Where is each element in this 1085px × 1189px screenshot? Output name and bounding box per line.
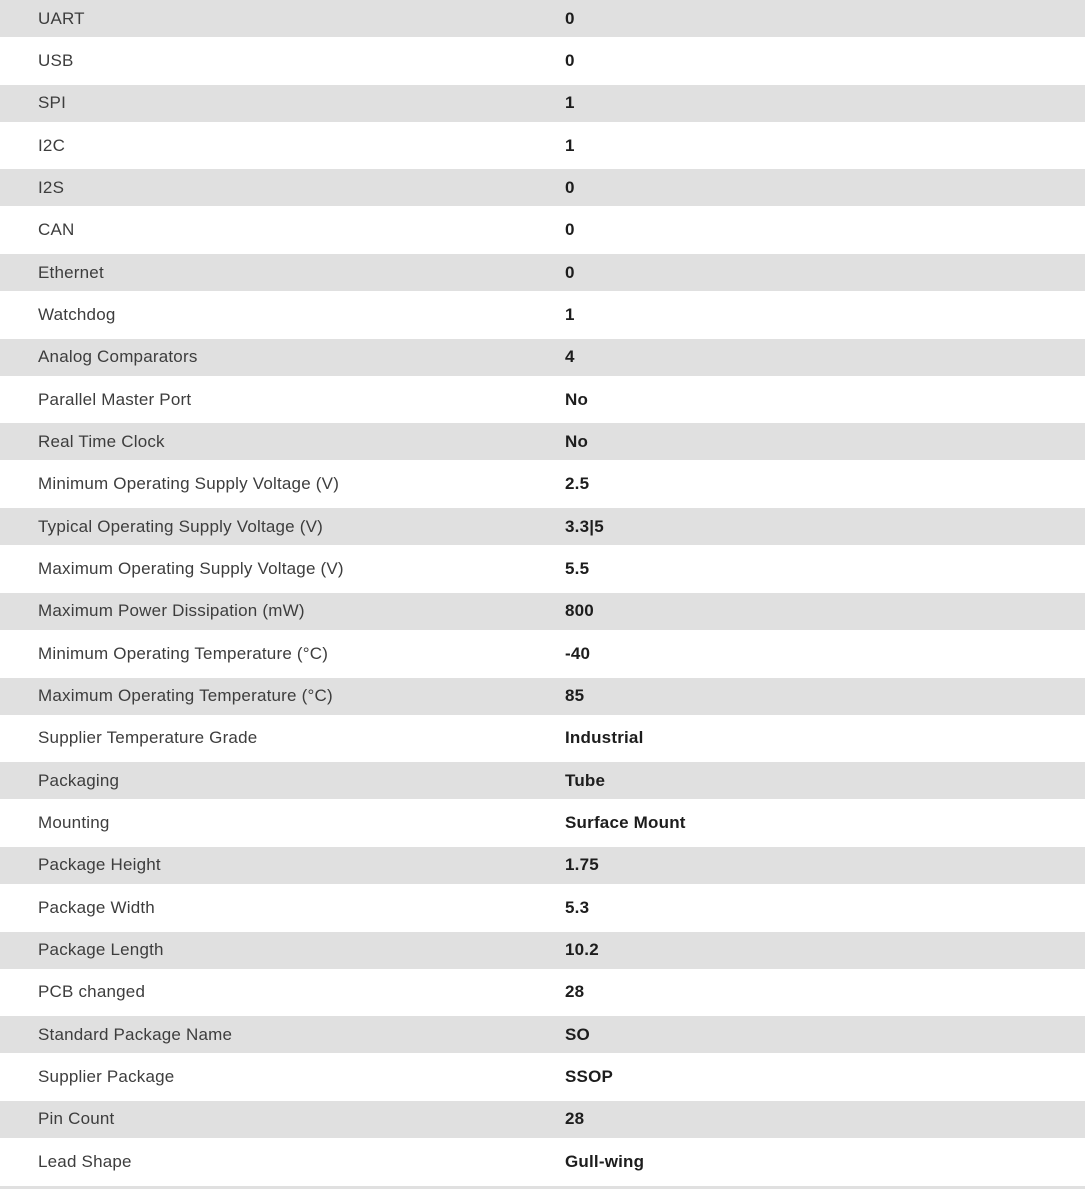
spec-attribute-value: Surface Mount bbox=[565, 813, 686, 833]
spec-attribute-label: Packaging bbox=[38, 770, 120, 790]
spec-attribute-label: Pin Count bbox=[38, 1109, 115, 1129]
spec-attribute-label: Package Length bbox=[38, 940, 164, 960]
spec-row bbox=[0, 339, 1085, 376]
spec-attribute-label: Real Time Clock bbox=[38, 431, 165, 451]
spec-attribute-label: Supplier Package bbox=[38, 1067, 175, 1087]
spec-row bbox=[0, 1101, 1085, 1138]
spec-attribute-label: Maximum Operating Temperature (°C) bbox=[38, 686, 333, 705]
spec-attribute-value: 3.3|5 bbox=[565, 516, 604, 536]
spec-row bbox=[0, 212, 1085, 249]
spec-row bbox=[0, 85, 1085, 122]
spec-attribute-label: USB bbox=[38, 50, 74, 70]
spec-attribute-value: 2.5 bbox=[565, 474, 590, 494]
spec-attribute-value: 1 bbox=[565, 135, 575, 155]
spec-attribute-label: Lead Shape bbox=[38, 1151, 132, 1171]
spec-row bbox=[0, 635, 1085, 672]
spec-row bbox=[0, 847, 1085, 884]
spec-attribute-label: UART bbox=[38, 8, 85, 28]
spec-attribute-label: Watchdog bbox=[38, 304, 116, 324]
spec-attribute-label: Package Height bbox=[38, 855, 161, 875]
spec-row bbox=[0, 762, 1085, 799]
spec-attribute-value: 5.3 bbox=[565, 897, 590, 917]
spec-attribute-value: SO bbox=[565, 1024, 590, 1044]
spec-attribute-value: 0 bbox=[565, 262, 575, 282]
spec-attribute-value: 1 bbox=[565, 93, 575, 113]
spec-attribute-value: SSOP bbox=[565, 1067, 614, 1087]
next-row-clipped bbox=[0, 1186, 1085, 1189]
spec-attribute-label: Standard Package Name bbox=[38, 1024, 233, 1044]
spec-row bbox=[0, 423, 1085, 460]
spec-attribute-value: 0 bbox=[565, 220, 575, 240]
spec-attribute-value: 85 bbox=[565, 686, 585, 705]
spec-attribute-label: Parallel Master Port bbox=[38, 389, 192, 409]
spec-row bbox=[0, 805, 1085, 842]
spec-attribute-label: Analog Comparators bbox=[38, 347, 198, 367]
spec-row bbox=[0, 508, 1085, 545]
spec-attribute-value: 0 bbox=[565, 50, 575, 70]
spec-row bbox=[0, 1059, 1085, 1096]
spec-attribute-value: No bbox=[565, 389, 589, 409]
spec-attribute-value: Gull-wing bbox=[565, 1151, 645, 1171]
spec-attribute-label: Minimum Operating Supply Voltage (V) bbox=[38, 474, 340, 494]
spec-attribute-label: I2S bbox=[38, 177, 65, 197]
spec-attribute-label: Typical Operating Supply Voltage (V) bbox=[38, 516, 324, 536]
spec-attribute-label: I2C bbox=[38, 135, 66, 155]
spec-attribute-label: SPI bbox=[38, 93, 67, 113]
spec-attribute-label: Supplier Temperature Grade bbox=[38, 728, 258, 748]
spec-attribute-value: 4 bbox=[565, 347, 575, 367]
spec-attribute-value: 5.5 bbox=[565, 558, 590, 578]
spec-attribute-value: 1 bbox=[565, 304, 575, 324]
spec-attribute-label: Minimum Operating Temperature (°C) bbox=[38, 643, 329, 663]
spec-attribute-value: -40 bbox=[565, 643, 591, 663]
spec-attribute-label: Ethernet bbox=[38, 262, 104, 282]
spec-attribute-value: No bbox=[565, 431, 589, 451]
spec-attribute-label: Maximum Operating Supply Voltage (V) bbox=[38, 558, 344, 578]
spec-attribute-value: 28 bbox=[565, 982, 585, 1002]
spec-attribute-label: PCB changed bbox=[38, 982, 146, 1002]
spec-attribute-value: 10.2 bbox=[565, 940, 599, 960]
spec-row bbox=[0, 678, 1085, 715]
spec-row bbox=[0, 254, 1085, 291]
spec-row bbox=[0, 1016, 1085, 1053]
spec-row bbox=[0, 381, 1085, 418]
spec-row bbox=[0, 0, 1085, 37]
spec-attribute-value: 1.75 bbox=[565, 855, 599, 875]
spec-attribute-value: 0 bbox=[565, 177, 575, 197]
spec-row bbox=[0, 550, 1085, 587]
spec-row bbox=[0, 127, 1085, 164]
spec-attribute-value: Tube bbox=[565, 770, 606, 790]
spec-row bbox=[0, 593, 1085, 630]
spec-row bbox=[0, 974, 1085, 1011]
spec-row bbox=[0, 932, 1085, 969]
spec-row bbox=[0, 720, 1085, 757]
spec-row bbox=[0, 1143, 1085, 1180]
spec-attribute-label: Package Width bbox=[38, 897, 155, 917]
spec-attribute-label: CAN bbox=[38, 220, 75, 240]
spec-row bbox=[0, 296, 1085, 333]
spec-row bbox=[0, 42, 1085, 79]
spec-row bbox=[0, 889, 1085, 926]
spec-row bbox=[0, 169, 1085, 206]
spec-attribute-label: Maximum Power Dissipation (mW) bbox=[38, 601, 305, 621]
spec-attribute-value: 800 bbox=[565, 601, 594, 621]
spec-attribute-value: 28 bbox=[565, 1109, 585, 1129]
spec-attribute-value: 0 bbox=[565, 8, 575, 28]
spec-row bbox=[0, 466, 1085, 503]
spec-attribute-value: Industrial bbox=[565, 728, 644, 748]
spec-attribute-label: Mounting bbox=[38, 813, 110, 833]
